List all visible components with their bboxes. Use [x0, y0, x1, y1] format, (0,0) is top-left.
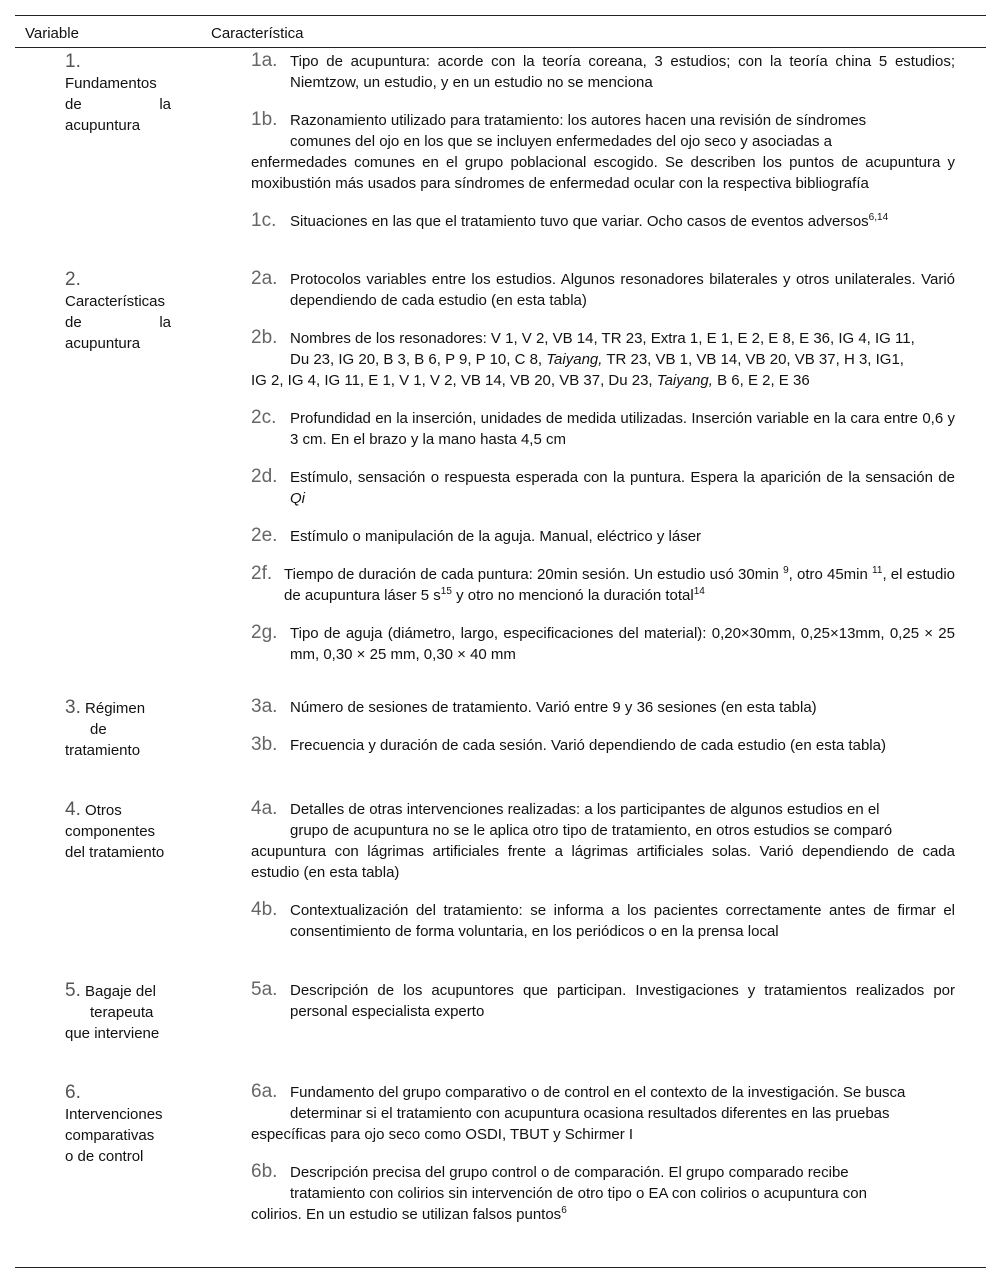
item-text: , otro 45min	[788, 566, 873, 583]
item-code: 2c.	[251, 407, 277, 428]
variable-cell	[65, 1081, 171, 1167]
item-code: 4b.	[251, 899, 278, 920]
characteristics-cell	[251, 1081, 955, 1241]
variable-label-line: Características	[65, 293, 166, 310]
item-code: 6a.	[251, 1081, 278, 1102]
list-item	[251, 50, 955, 93]
list-item	[251, 798, 955, 883]
reference-superscript: 9	[783, 565, 789, 576]
item-text-italic: Taiyang,	[656, 372, 713, 389]
variable-label-line: tratamiento	[65, 742, 141, 759]
variable-label-line: Otros	[85, 802, 122, 819]
item-code: 3a.	[251, 696, 278, 717]
characteristics-cell	[251, 50, 955, 248]
item-text: y otro no mencionó la duración total	[451, 587, 694, 604]
item-code: 4a.	[251, 798, 278, 819]
variable-label-line: de la	[65, 96, 171, 113]
item-text: específicas para ojo seco como OSDI, TBUT y Schirmer I	[251, 1126, 634, 1143]
item-text: Tipo de acupuntura: acorde con la teoría coreana, 3 estudios; con la teoría china 5 estudios; Niemtzow, un estudio, y en un estudio no se menciona	[290, 53, 955, 91]
reference-superscript: 6,14	[868, 212, 889, 223]
item-text: Estímulo o manipulación de la aguja. Manual, eléctrico y láser	[290, 528, 702, 545]
top-rule	[15, 15, 986, 16]
variable-label-line: Intervenciones	[65, 1106, 163, 1123]
item-text: tratamiento con colirios sin intervención de otro tipo o EA con colirios o acupuntura con	[290, 1185, 867, 1202]
list-item	[251, 899, 955, 942]
list-item	[251, 734, 955, 756]
item-text: , el estudio de acupuntura láser 5 s	[284, 566, 956, 604]
variable-label-line: del tratamiento	[65, 844, 165, 861]
item-text: Frecuencia y duración de cada sesión. Varió dependiendo de cada estudio (en esta tabla)	[290, 737, 886, 754]
characteristics-cell	[251, 798, 955, 958]
variable-label-line: Régimen	[85, 700, 146, 717]
item-text: colirios. En un estudio se utilizan falsos puntos	[251, 1206, 562, 1223]
item-code: 3b.	[251, 734, 278, 755]
list-item	[251, 210, 955, 232]
list-item	[251, 268, 955, 311]
reference-superscript: 11	[872, 565, 883, 576]
item-text: Nombres de los resonadores: V 1, V 2, VB 14, TR 23, Extra 1, E 1, E 2, E 8, E 36, IG 4, IG 11,	[290, 330, 915, 347]
list-item	[251, 1161, 955, 1225]
variable-label-line: componentes	[65, 823, 156, 840]
list-item	[251, 979, 955, 1022]
list-item	[251, 407, 955, 450]
item-text: Situaciones en las que el tratamiento tuvo que variar. Ocho casos de eventos adversos	[290, 213, 869, 230]
variable-label-line: acupuntura	[65, 335, 141, 352]
variable-label-line: de	[90, 721, 107, 738]
list-item	[251, 696, 955, 718]
item-text: Razonamiento utilizado para tratamiento: los autores hacen una revisión de síndromes	[290, 112, 867, 129]
reference-superscript: 6	[561, 1205, 567, 1216]
item-text: Descripción precisa del grupo control o de comparación. El grupo comparado recibe	[290, 1164, 849, 1181]
header-rule	[15, 47, 986, 48]
variable-number: 5.	[65, 980, 81, 1001]
item-text: determinar si el tratamiento con acupuntura ocasiona resultados diferentes en las pruebas	[290, 1105, 890, 1122]
variable-label-line: que interviene	[65, 1025, 160, 1042]
list-item	[251, 466, 955, 509]
item-code: 1a.	[251, 50, 278, 71]
item-text: Profundidad en la inserción, unidades de medida utilizadas. Inserción variable en la cara entre 0,6 y 3 cm. En el brazo y la mano hasta 4,5 cm	[290, 410, 955, 448]
item-code: 2e.	[251, 525, 278, 546]
item-text: TR 23, VB 1, VB 14, VB 20, VB 37, H 3, IG1,	[602, 351, 904, 368]
item-code: 2d.	[251, 466, 278, 487]
item-code: 2a.	[251, 268, 278, 289]
characteristics-cell	[251, 979, 955, 1038]
item-text: IG 2, IG 4, IG 11, E 1, V 1, V 2, VB 14, VB 20, VB 37, Du 23,	[251, 372, 657, 389]
characteristics-cell	[251, 696, 955, 772]
item-text: Detalles de otras intervenciones realizadas: a los participantes de algunos estudios en el	[290, 801, 880, 818]
item-text: Contextualización del tratamiento: se informa a los pacientes correctamente antes de firmar el consentimiento de forma voluntaria, en los periódicos o en la prensa local	[290, 902, 955, 940]
item-text: Número de sesiones de tratamiento. Varió entre 9 y 36 sesiones (en esta tabla)	[290, 699, 817, 716]
reference-superscript: 15	[440, 586, 452, 597]
item-text: B 6, E 2, E 36	[712, 372, 810, 389]
list-item	[251, 1081, 955, 1145]
list-item	[251, 109, 955, 194]
variable-cell	[65, 696, 175, 761]
variable-number: 1.	[65, 51, 81, 72]
item-text: Estímulo, sensación o respuesta esperada con la puntura. Espera la aparición de la sensación de	[290, 469, 955, 486]
item-text: Du 23, IG 20, B 3, B 6, P 9, P 10, C 8,	[290, 351, 547, 368]
list-item	[251, 563, 955, 606]
variable-label-line: Fundamentos	[65, 75, 157, 92]
item-code: 1c.	[251, 210, 277, 231]
item-text: Protocolos variables entre los estudios. Algunos resonadores bilaterales y otros unilaterales. Varió dependiendo de cada estudio (en esta tabla)	[290, 271, 955, 309]
variable-cell	[65, 50, 171, 136]
item-text: Descripción de los acupuntores que participan. Investigaciones y tratamientos realizados por personal especialista experto	[290, 982, 955, 1020]
header-variable: Variable	[25, 25, 79, 42]
variable-label-line: terapeuta	[90, 1004, 154, 1021]
variable-number: 3.	[65, 697, 81, 718]
variable-number: 2.	[65, 269, 81, 290]
item-text: grupo de acupuntura no se le aplica otro tipo de tratamiento, en otros estudios se comparó	[290, 822, 893, 839]
bottom-rule	[15, 1267, 986, 1268]
variable-label-line: Bagaje del	[85, 983, 156, 1000]
variable-cell	[65, 268, 171, 354]
item-code: 2g.	[251, 622, 278, 643]
variable-label-line: o de control	[65, 1148, 144, 1165]
variable-number: 6.	[65, 1082, 81, 1103]
item-text: comunes del ojo en los que se incluyen enfermedades del ojo seco y asociadas a	[290, 133, 833, 150]
item-code: 1b.	[251, 109, 278, 130]
list-item	[251, 622, 955, 665]
item-text: Fundamento del grupo comparativo o de control en el contexto de la investigación. Se busca	[290, 1084, 906, 1101]
item-text-italic: Qi	[290, 490, 305, 507]
item-code: 2b.	[251, 327, 278, 348]
variable-label-line: comparativas	[65, 1127, 155, 1144]
variable-label-line: acupuntura	[65, 117, 141, 134]
item-text: enfermedades comunes en el grupo poblacional escogido. Se describen los puntos de acupuntura y moxibustión más usados para síndromes de enfermedad ocular con la respectiva bibliografía	[251, 154, 955, 192]
variable-label-line: de la	[65, 314, 171, 331]
item-text: acupuntura con lágrimas artificiales frente a lágrimas artificiales solas. Varió dependiendo de cada estudio (en esta tabla)	[251, 843, 955, 881]
list-item	[251, 327, 955, 391]
item-code: 5a.	[251, 979, 278, 1000]
variable-cell	[65, 979, 180, 1044]
item-text: Tipo de aguja (diámetro, largo, especificaciones del material): 0,20×30mm, 0,25×13mm, 0,25 × 25 mm, 0,30 × 25 mm, 0,30 × 40 mm	[290, 625, 955, 663]
reference-superscript: 14	[693, 586, 705, 597]
list-item	[251, 525, 955, 547]
variable-number: 4.	[65, 799, 81, 820]
item-code: 2f.	[251, 563, 273, 584]
item-text-italic: Taiyang,	[546, 351, 603, 368]
variable-cell	[65, 798, 180, 863]
characteristics-cell	[251, 268, 955, 681]
item-text: Tiempo de duración de cada puntura: 20min sesión. Un estudio usó 30min	[284, 566, 784, 583]
header-caracteristica: Característica	[211, 25, 304, 42]
item-code: 6b.	[251, 1161, 278, 1182]
